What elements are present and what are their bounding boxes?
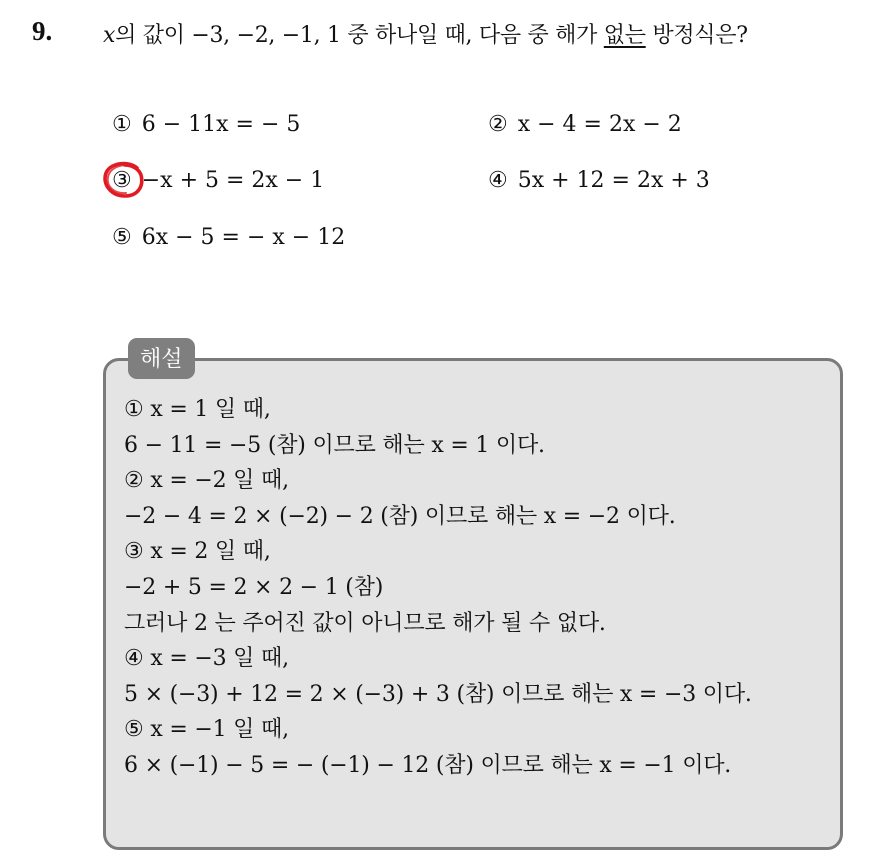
question-text-post: 방정식은? bbox=[645, 23, 748, 48]
solution-label: 해설 bbox=[128, 338, 195, 379]
solution-line: ② x = −2 일 때, bbox=[124, 468, 289, 494]
question-underlined-word: 없는 bbox=[603, 23, 646, 48]
solution-line: ③ x = 2 일 때, bbox=[124, 539, 271, 565]
choice-number: ④ bbox=[488, 168, 508, 193]
solution-line: ④ x = −3 일 때, bbox=[124, 646, 289, 672]
solution-line: −2 − 4 = 2 × (−2) − 2 (참) 이므로 해는 x = −2 이다. bbox=[124, 503, 676, 529]
answer-circle-mark-icon bbox=[101, 160, 147, 200]
choice-equation: 6x − 5 = − x − 12 bbox=[141, 225, 346, 250]
solution-line: 5 × (−3) + 12 = 2 × (−3) + 3 (참) 이므로 해는 x = −3 이다. bbox=[124, 681, 752, 707]
choice-equation: x − 4 = 2x − 2 bbox=[517, 112, 682, 137]
question-variable: x bbox=[103, 23, 116, 48]
choice-number: ② bbox=[488, 112, 508, 137]
choice-equation: −x + 5 = 2x − 1 bbox=[141, 168, 325, 193]
question-text-pre: 의 값이 −3, −2, −1, 1 중 하나일 때, 다음 중 해가 bbox=[115, 23, 604, 48]
choice-5[interactable] bbox=[112, 225, 345, 250]
solution-line: ⑤ x = −1 일 때, bbox=[124, 717, 289, 743]
choice-equation: 5x + 12 = 2x + 3 bbox=[517, 168, 710, 193]
choice-number: ③ bbox=[112, 168, 132, 193]
question-text bbox=[103, 18, 748, 49]
solution-line: 그러나 2 는 주어진 값이 아니므로 해가 될 수 없다. bbox=[124, 610, 606, 636]
choice-2[interactable] bbox=[488, 112, 682, 137]
solution-line: −2 + 5 = 2 × 2 − 1 (참) bbox=[124, 574, 384, 600]
choice-4[interactable] bbox=[488, 168, 710, 193]
choice-number: ① bbox=[112, 112, 132, 137]
solution-line: ① x = 1 일 때, bbox=[124, 397, 271, 422]
choice-1[interactable] bbox=[112, 112, 300, 137]
solution-line: 6 × (−1) − 5 = − (−1) − 12 (참) 이므로 해는 x = −1 이다. bbox=[124, 752, 732, 778]
solution-lines bbox=[124, 392, 752, 784]
question-number: 9. bbox=[32, 16, 53, 46]
solution-line: 6 − 11 = −5 (참) 이므로 해는 x = 1 이다. bbox=[124, 432, 545, 458]
choice-equation: 6 − 11x = − 5 bbox=[141, 112, 301, 137]
choice-number: ⑤ bbox=[112, 225, 132, 250]
